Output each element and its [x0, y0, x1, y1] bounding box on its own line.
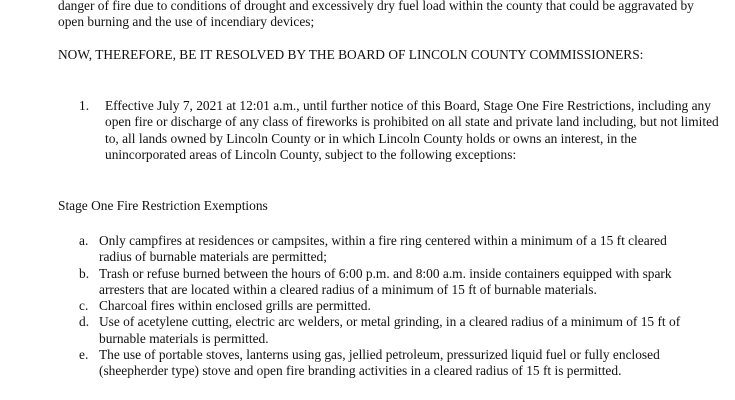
exemption-text: Charcoal fires within enclosed grills are permitted. — [99, 298, 371, 314]
exemption-item-c — [79, 298, 699, 314]
exemptions-list — [79, 233, 699, 380]
exemption-text: Trash or refuse burned between the hours of 6:00 p.m. and 8:00 a.m. inside containers equipped with spark arresters that are located within a cleared radius of a minimum of 15 ft of burnable materials. — [99, 265, 672, 297]
exemptions-heading: Stage One Fire Restriction Exemptions — [58, 198, 268, 213]
exemption-item-b — [79, 266, 699, 299]
list-marker: a. — [79, 233, 89, 248]
list-marker: e. — [79, 347, 89, 363]
intro-paragraph: danger of fire due to conditions of drought and excessively dry fuel load within the county that could be aggravated by open burning and the use of incendiary devices; — [58, 0, 694, 30]
exemption-text: Only campfires at residences or campsites, within a fire ring centered within a minimum of a 15 ft cleared radius of burnable materials are permitted; — [99, 233, 667, 265]
exemption-item-a — [79, 233, 699, 266]
numbered-item-text: Effective July 7, 2021 at 12:01 a.m., until further notice of this Board, Stage One Fire Restrictions, including any open fire or discharge of any class of fireworks is prohibited on all state and private land including, but not limited to, all lands owned by Lincoln County or in which Lincoln County holds or owns an interest, in the unincorporated areas of Lincoln County, subject to the following exceptions: — [105, 98, 719, 162]
resolved-heading: NOW, THEREFORE, BE IT RESOLVED BY THE BOARD OF LINCOLN COUNTY COMMISSIONERS: — [58, 47, 644, 62]
exemption-text: Use of acetylene cutting, electric arc welders, or metal grinding, in a cleared radius of a minimum of 15 ft of burnable materials is permitted. — [99, 314, 681, 346]
exemption-text: The use of portable stoves, lanterns using gas, jellied petroleum, pressurized liquid fuel or fully enclosed (sheepherder type) stove and open fire branding activities in a cleared radius of 15 ft is permitted. — [99, 347, 660, 379]
exemption-item-d — [79, 314, 699, 347]
exemption-item-e — [79, 347, 699, 380]
list-marker: d. — [79, 314, 90, 330]
list-marker: c. — [79, 298, 89, 314]
list-marker: b. — [79, 265, 90, 281]
list-marker: 1. — [79, 98, 90, 113]
